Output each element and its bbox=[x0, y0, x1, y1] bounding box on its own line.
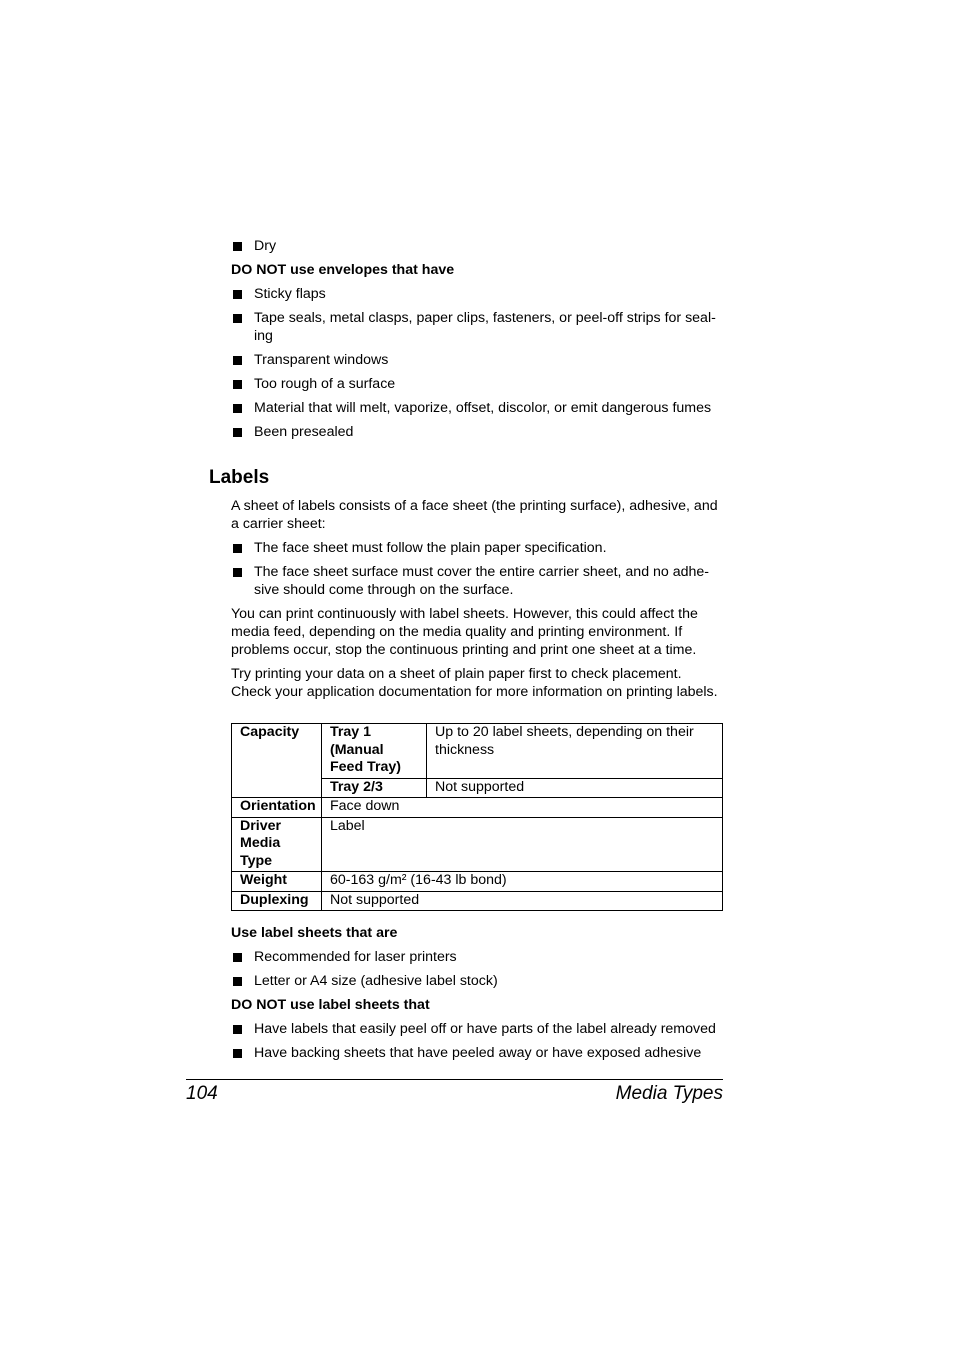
bullet-text: Tape seals, metal clasps, paper clips, fasteners, or peel-off strips for seal-ing bbox=[254, 310, 716, 344]
bullet-square-icon bbox=[233, 568, 242, 577]
orientation-label: Orientation bbox=[232, 798, 322, 818]
bullet-square-icon bbox=[233, 242, 242, 251]
footer-section-title: Media Types bbox=[615, 1083, 723, 1104]
tray23-label: Tray 2/3 bbox=[322, 778, 427, 798]
driver-media-type-label: Driver Media Type bbox=[232, 817, 322, 872]
bullet-text: Have backing sheets that have peeled away or have exposed adhesive bbox=[254, 1045, 702, 1061]
list-item bbox=[231, 351, 723, 369]
bullet-text: Recommended for laser printers bbox=[254, 949, 457, 965]
footer-divider bbox=[186, 1079, 723, 1080]
driver-media-type-value: Label bbox=[322, 817, 723, 872]
capacity-label: Capacity bbox=[232, 724, 322, 798]
bullet-text: The face sheet must follow the plain paper specification. bbox=[254, 540, 607, 556]
page-number: 104 bbox=[186, 1083, 218, 1104]
table-row bbox=[232, 724, 723, 779]
bullet-text: Letter or A4 size (adhesive label stock) bbox=[254, 973, 498, 989]
use-label-sheets-heading: Use label sheets that are bbox=[231, 925, 398, 941]
weight-label: Weight bbox=[232, 872, 322, 892]
bullet-square-icon bbox=[233, 1025, 242, 1034]
bullet-text: Dry bbox=[254, 238, 277, 254]
labels-paragraph-continuous: You can print continuously with label sheets. However, this could affect the media feed, depending on the media quality and printing environment. If problems occur, stop the continuous printing and print one sheet at a time. bbox=[231, 606, 698, 658]
bullet-text: Been presealed bbox=[254, 424, 354, 440]
tray23-value: Not supported bbox=[427, 778, 723, 798]
labels-intro: A sheet of labels consists of a face sheet (the printing surface), adhesive, and a carrier sheet: bbox=[231, 498, 718, 532]
list-item bbox=[231, 375, 723, 393]
weight-value: 60-163 g/m² (16-43 lb bond) bbox=[322, 872, 723, 892]
dont-use-label-sheets-heading: DO NOT use label sheets that bbox=[231, 997, 430, 1013]
list-item bbox=[231, 563, 723, 599]
bullet-square-icon bbox=[233, 977, 242, 986]
bullet-text: Have labels that easily peel off or have parts of the label already removed bbox=[254, 1021, 716, 1037]
bullet-text: Sticky flaps bbox=[254, 286, 326, 302]
orientation-value: Face down bbox=[322, 798, 723, 818]
list-item bbox=[231, 423, 723, 441]
bullet-square-icon bbox=[233, 953, 242, 962]
list-item bbox=[231, 539, 723, 557]
bullet-text: Material that will melt, vaporize, offset, discolor, or emit dangerous fumes bbox=[254, 400, 712, 416]
label-spec-table bbox=[231, 723, 723, 911]
bullet-square-icon bbox=[233, 380, 242, 389]
table-row bbox=[232, 798, 723, 818]
bullet-square-icon bbox=[233, 428, 242, 437]
bullet-square-icon bbox=[233, 404, 242, 413]
heading-spacer bbox=[231, 447, 723, 497]
table-row bbox=[232, 872, 723, 892]
section-heading-labels: Labels bbox=[209, 467, 270, 488]
duplexing-label: Duplexing bbox=[232, 891, 322, 911]
duplexing-value: Not supported bbox=[322, 891, 723, 911]
table-row bbox=[232, 891, 723, 911]
tray1-value: Up to 20 label sheets, depending on their thickness bbox=[427, 724, 723, 779]
list-item bbox=[231, 972, 723, 990]
page-content bbox=[231, 237, 723, 1068]
bullet-text: Transparent windows bbox=[254, 352, 389, 368]
labels-paragraph-placement: Try printing your data on a sheet of plain paper first to check placement. Check your application documentation for more information on printing labels. bbox=[231, 666, 718, 700]
bullet-square-icon bbox=[233, 356, 242, 365]
tray1-label: Tray 1 (Manual Feed Tray) bbox=[322, 724, 427, 779]
bullet-square-icon bbox=[233, 544, 242, 553]
envelopes-dont-heading: DO NOT use envelopes that have bbox=[231, 262, 455, 278]
list-item bbox=[231, 1020, 723, 1038]
bullet-square-icon bbox=[233, 1049, 242, 1058]
list-item bbox=[231, 399, 723, 417]
list-item bbox=[231, 948, 723, 966]
list-item bbox=[231, 309, 723, 345]
bullet-text: Too rough of a surface bbox=[254, 376, 396, 392]
list-item bbox=[231, 1044, 723, 1062]
table-row bbox=[232, 817, 723, 872]
bullet-square-icon bbox=[233, 290, 242, 299]
bullet-text: The face sheet surface must cover the entire carrier sheet, and no adhe-sive should come through on the surface. bbox=[254, 564, 710, 598]
list-item bbox=[231, 237, 723, 255]
list-item bbox=[231, 285, 723, 303]
bullet-square-icon bbox=[233, 314, 242, 323]
